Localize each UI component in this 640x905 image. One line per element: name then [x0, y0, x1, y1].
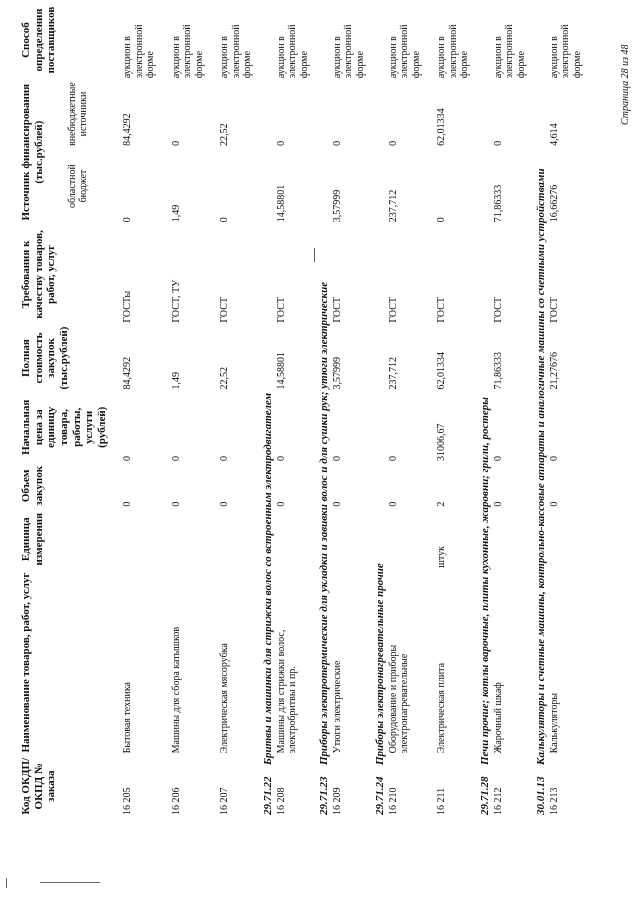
col-unit-header: Единица измерения	[20, 512, 45, 566]
cell-total: 237,712	[387, 357, 399, 390]
cell-unit	[548, 509, 584, 570]
group-row	[471, 0, 492, 817]
cell-qty: 0	[122, 501, 134, 507]
group-name: Приборы электротермические для укладки и завивки волос и для сушки рук; утюги электрические	[318, 281, 331, 765]
cell-name: Электрическая плита	[436, 662, 448, 754]
table-row	[331, 0, 367, 817]
cell-requirements: ГОСТ, ТУ	[170, 279, 182, 323]
group-heading	[471, 0, 492, 817]
cell-requirements: ГОСТ	[436, 296, 448, 323]
group-code: 29.71.28	[478, 776, 491, 815]
table-row	[108, 0, 157, 817]
cell-code: 16 206	[170, 787, 182, 815]
cell-price: 0	[170, 456, 182, 462]
col-total-header: Полная стоимость закупок (тыс.рублей)	[20, 326, 70, 390]
page-number: Страница 28 из 48	[620, 44, 631, 125]
cell-total: 21,27676	[548, 352, 560, 390]
cell-method: аукцион в электронной форме	[275, 24, 310, 79]
cell-code: 16 209	[331, 787, 343, 815]
cell-price: 31006,67	[436, 423, 448, 462]
cell-extrabudget: 84,4292	[122, 113, 134, 146]
cell-regional-budget: 1,49	[170, 204, 182, 223]
col-source-extra-header: внебюджетные источники	[66, 82, 90, 146]
cell-method: аукцион в электронной форме	[492, 24, 527, 79]
cell-code: 16 213	[548, 787, 560, 815]
cell-price: 0	[331, 456, 343, 462]
cell-total: 1,49	[170, 372, 182, 390]
cell-qty: 2	[436, 501, 448, 507]
cell-name: Электрическая мясорубка	[219, 643, 231, 754]
cell-method: аукцион в электронной форме	[387, 24, 422, 79]
group-row	[254, 0, 275, 817]
cell-price: 0	[275, 456, 287, 462]
cell-name: Калькуляторы	[548, 692, 560, 754]
group-code: 29.71.24	[374, 776, 387, 815]
cell-extrabudget: 0	[331, 140, 343, 146]
cell-name: Оборудование и приборы электронагревательные	[387, 644, 411, 754]
cell-regional-budget: 237,712	[387, 189, 399, 223]
cell-regional-budget: 3,57999	[331, 189, 343, 223]
cell-qty: 0	[219, 501, 231, 507]
cell-unit	[492, 509, 528, 570]
group-code: 29.71.22	[261, 776, 274, 815]
procurement-table	[20, 0, 583, 817]
col-source-header: Источник финансирования (тыс.рублей)	[20, 83, 45, 221]
cell-unit	[331, 509, 367, 570]
cell-name: Утюги электрические	[331, 660, 343, 754]
group-row	[527, 0, 548, 817]
cell-qty: 0	[170, 501, 182, 507]
group-code: 29.71.23	[318, 776, 331, 815]
cell-extrabudget: 0	[387, 140, 399, 146]
group-code: 30.01.13	[535, 776, 548, 815]
cell-regional-budget: 0	[122, 217, 134, 223]
cell-unit: штук	[436, 545, 448, 568]
table-row	[492, 0, 528, 817]
cell-qty: 0	[548, 501, 560, 507]
cell-unit	[275, 509, 311, 570]
table-row	[275, 0, 311, 817]
cell-total: 84,4292	[122, 357, 134, 390]
cell-total: 71,86333	[492, 352, 504, 390]
cell-unit	[157, 509, 206, 570]
cell-qty: 0	[492, 501, 504, 507]
cell-regional-budget: 14,58801	[275, 184, 287, 223]
group-name: Приборы электронагревательные прочие	[374, 563, 387, 765]
cell-regional-budget: 16,66276	[548, 184, 560, 223]
group-name: Калькуляторы и счетные машины, контрольно-кассовые аппараты и аналогичные машины со счетными устройствами	[535, 168, 548, 765]
cell-code: 16 212	[492, 787, 504, 815]
cell-extrabudget: 0	[275, 140, 287, 146]
cell-method: аукцион в электронной форме	[331, 24, 366, 79]
cell-code: 16 207	[219, 787, 231, 815]
col-code-header: Код ОКДП/ ОКПД № заказа	[20, 757, 58, 815]
cell-unit	[108, 509, 157, 570]
cell-code: 16 208	[275, 787, 287, 815]
cell-total: 22,52	[219, 367, 231, 390]
group-name: Печи прочие; котлы варочные, плиты кухонные, жаровни; грили, ростеры	[478, 397, 491, 765]
table-row	[157, 0, 206, 817]
cell-requirements: ГОСТ	[387, 296, 399, 323]
group-row	[366, 0, 387, 817]
cell-regional-budget: 0	[219, 217, 231, 223]
col-price-header: Начальная цена за единицу товара, работы, услуги (рублей)	[20, 399, 108, 455]
col-source-regional-header: областной бюджет	[66, 164, 90, 208]
cell-requirements: ГОСТ	[219, 296, 231, 323]
cell-regional-budget: 0	[436, 217, 448, 223]
cell-method: аукцион в электронной форме	[548, 24, 583, 79]
group-heading	[310, 0, 331, 817]
cell-requirements: ГОСТ	[548, 296, 560, 323]
cell-method: аукцион в электронной форме	[122, 24, 157, 79]
cell-requirements: ГОСТ	[492, 296, 504, 323]
group-heading	[254, 0, 275, 817]
cell-unit	[387, 509, 423, 570]
cell-name: Машины для стрижки волос, электробритвы и пр.	[275, 629, 299, 754]
cell-total: 62,01334	[436, 352, 448, 390]
cell-unit	[205, 509, 254, 570]
col-name-header: Наименование товаров, работ, услуг	[20, 572, 32, 753]
cell-price: 0	[122, 456, 134, 462]
table-row	[548, 0, 584, 817]
cell-total: 14,58801	[275, 352, 287, 390]
group-name: Бритвы и машинки для стрижки волос со встроенным электродвигателем	[261, 392, 274, 765]
cell-price: 0	[219, 456, 231, 462]
cell-name: Машины для сбора катышков	[170, 626, 182, 754]
cell-code: 16 205	[122, 787, 134, 815]
cell-method: аукцион в электронной форме	[219, 24, 254, 79]
cell-qty: 0	[275, 501, 287, 507]
cell-method: аукцион в электронной форме	[436, 24, 471, 79]
col-qty-header: Объем закупок	[20, 465, 45, 506]
col-method-header: Способ определения поставщиков	[20, 6, 58, 74]
cell-requirements: ГОСТ	[275, 296, 287, 323]
cell-name: Бытовая техника	[122, 682, 134, 754]
cell-requirements: ГОСТ	[331, 296, 343, 323]
cell-extrabudget: 62,01334	[436, 108, 448, 146]
table-row	[387, 0, 423, 817]
cell-method: аукцион в электронной форме	[170, 24, 205, 79]
group-heading	[527, 0, 548, 817]
col-req-header: Требования к качеству товаров, работ, услуг	[20, 230, 58, 319]
group-heading	[366, 0, 387, 817]
cell-code: 16 210	[387, 787, 399, 815]
cell-requirements: ГОСТы	[122, 290, 134, 323]
cell-extrabudget: 4,614	[548, 123, 560, 146]
group-row	[310, 0, 331, 817]
cell-extrabudget: 0	[170, 140, 182, 146]
cell-extrabudget: 0	[492, 140, 504, 146]
cell-total: 3,57999	[331, 357, 343, 390]
cell-name: Жарочный шкаф	[492, 682, 504, 754]
cell-extrabudget: 22,52	[219, 123, 231, 146]
table-row	[205, 0, 254, 817]
cell-qty: 0	[331, 501, 343, 507]
table-row	[422, 0, 471, 817]
cell-regional-budget: 71,86333	[492, 184, 504, 223]
cell-price: 0	[492, 456, 504, 462]
cell-price: 0	[387, 456, 399, 462]
cell-code: 16 211	[436, 787, 448, 815]
cell-price: 0	[548, 456, 560, 462]
cell-qty: 0	[387, 501, 399, 507]
table-body	[108, 0, 583, 817]
